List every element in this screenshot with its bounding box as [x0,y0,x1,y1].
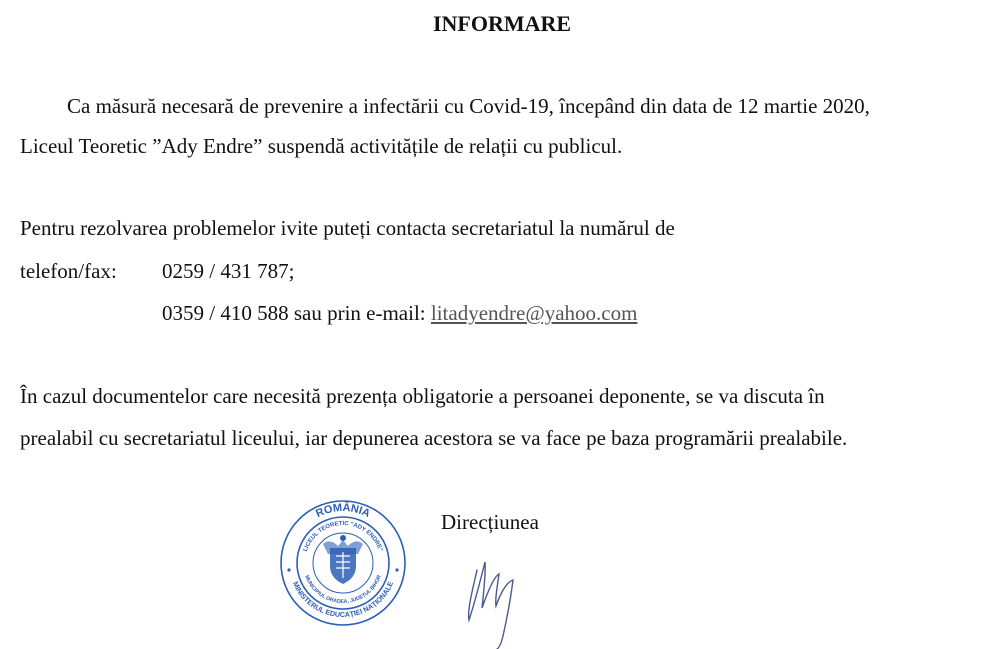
coat-of-arms-icon [323,535,363,584]
phone-number-1: 0259 / 431 787; [162,259,295,283]
stamp-inner-top-text: LICEUL TEORETIC "ADY ENDRE" [302,520,384,553]
paragraph2-line1: Pentru rezolvarea problemelor ivite puteți contacta secretariatul la numărul de [20,216,675,240]
handwritten-signature [455,548,525,649]
phone-number-2: 0359 / 410 588 sau prin e-mail: [162,301,426,325]
paragraph1-line2: Liceul Teoretic ”Ady Endre” suspendă activitățile de relații cu publicul. [20,134,623,158]
paragraph3-line1: În cazul documentelor care necesită prezența obligatorie a persoanei deponente, se va discuta în [20,384,825,408]
stamp-inner-bottom-text: MUNICIPIUL ORADEA, JUDEȚUL BIHOR [303,574,383,606]
signature-label: Direcțiunea [441,510,539,534]
paragraph3-line2: prealabil cu secretariatul liceului, iar depunerea acestora se va face pe baza programării prealabile. [20,426,848,450]
phone-label: telefon/fax: [20,259,117,283]
official-stamp [278,498,408,628]
phone-line-2 [162,298,637,328]
stamp-outer-top-text: ROMÂNIA [313,501,373,521]
document-title: INFORMARE [432,11,572,36]
paragraph1-line1: Ca măsură necesară de prevenire a infectării cu Covid-19, începând din data de 12 martie 2020, [67,94,870,118]
stamp-outer-bottom-text: MINISTERUL EDUCAȚIEI NAȚIONALE [290,579,396,620]
email-link[interactable]: litadyendre@yahoo.com [430,301,638,325]
